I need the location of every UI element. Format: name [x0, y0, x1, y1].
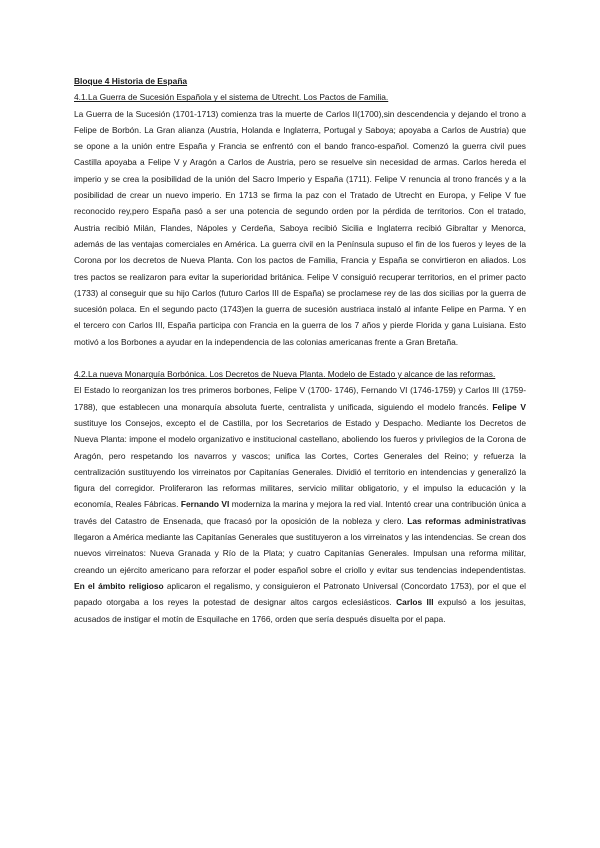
document-content — [74, 73, 526, 627]
bold-run: Las reformas administrativas — [407, 515, 526, 526]
text-run: El Estado lo reorganizan los tres primeros borbones, Felipe V (1700- 1746), Fernando VI (1746-1759) y Carlos III (1759-1788), que establecen una monarquía absoluta fuerte, centralista y unificada, siguiendo el modelo francés. — [74, 385, 526, 412]
section-1-heading: 4.1.La Guerra de Sucesión Española y el sistema de Utrecht. Los Pactos de Familia. — [74, 92, 389, 103]
bold-run: Carlos III — [396, 597, 434, 608]
document-title: Bloque 4 Historia de España — [74, 76, 188, 86]
bold-run: En el ámbito religioso — [74, 580, 164, 591]
section-2-body — [74, 382, 526, 626]
bold-run: Felipe V — [492, 401, 526, 412]
bold-run: Fernando VI — [180, 499, 230, 510]
section-1-body: La Guerra de la Sucesión (1701-1713) comienza tras la muerte de Carlos II(1700),sin descendencia y dejando el trono a Felipe de Borbón. La Gran alianza (Austria, Holanda e Inglaterra, Portugal y Saboya; apoyaba a Carlos de Austria) que se opone a la unión entre España y Francia se enfrentó con el bando franco-español. Comenzó la guerra civil pues Castilla apoyaba a Felipe V y Aragón a Carlos de Austria, pero se resuelve sin necesidad de armas. Carlos hereda el imperio y se crea la posibilidad de la unión del Sacro Imperio y España (1711). Felipe V renuncia al trono francés y a la posibilidad de crear un nuevo imperio. En 1713 se firma la paz con el Tratado de Utrecht en Europa, y Felipe V fue reconocido rey,pero España pasó a ser una potencia de segundo orden por la pérdida de territorios. Con el tratado, Austria recibió Milán, Flandes, Nápoles y Cerdeña, Saboya recibió Sicilia e Inglaterra recibió Gibraltar y Menorca, además de las ventajas comerciales en América. La guerra civil en la Península supuso el fin de los fueros y leyes de la Corona por los decretos de Nueva Planta. Con los pactos de Familia, Francia y España se convirtieron en aliados. Los tres pactos se realizaron para evitar la superioridad británica. Felipe V consiguió recuperar territorios, en el primer pacto (1733) al conseguir que su hijo Carlos (futuro Carlos III de España) se proclamese rey de las dos sicilias por la guerra de sucesión polaca. En el segundo pacto (1743)en la guerra de sucesión austriaca instaló al infante Felipe en Parma. Y en el tercero con Carlos III, España participa con Francia en la guerra de los 7 años y pierde Florida y gana Luisiana. Esto motivó a los Borbones a ayudar en la independencia de las colonias americanas frente a Gran Bretaña. — [74, 108, 526, 347]
text-run: sustituye los Consejos, excepto el de Castilla, por los Secretarios de Estado y Despacho. Mediante los Decretos de Nueva Planta: impone el modelo organizativo e institucional castellano, aboliendo los fueros y privilegios de la Corona de Aragón, pero respetando los navarros y vascos; unifica las Cortes, Cortes Generales del Reino; y refuerza la centralización sustituyendo los virreinatos por Capitanías Generales. Dividió el territorio en intendencias y generalizó la figura del corregidor. Proliferaron las reformas militares, servicio militar obligatorio, y el impulso la educación y la economía, Reales Fábricas. — [74, 417, 526, 510]
text-run: aplicaron el regalismo, y consiguieron el Patronato Universal (Concordato 1753), por el que el papado otorgaba a los reyes la potestad de designar altos cargos eclesiásticos. — [74, 580, 526, 608]
section-2-heading: 4.2.La nueva Monarquía Borbónica. Los Decretos de Nueva Planta. Modelo de Estado y alcance de las reformas. — [74, 369, 496, 380]
text-run: expulsó a los jesuitas, acusados de instigar el motín de Esquilache en 1766, orden que sería después disuelta por el papa. — [74, 597, 527, 624]
text-run: moderniza la marina y mejora la red vial. Intentó crear una contribución única a través del Catastro de Ensenada, que fracasó por la oposición de la nobleza y clero. — [74, 499, 526, 526]
text-run: llegaron a América mediante las Capitanías Generales que sustituyeron a los virreinatos y las intendencias. Se crean dos nuevos virreinatos: Nueva Granada y Río de la Plata; y cuatro Capitanías Generales. Impulsan una reforma militar, creando un ejército americano para reforzar el poder español sobre el criollo y evitar sus tendencias independentistas. — [74, 532, 526, 575]
section-spacer — [74, 350, 526, 366]
